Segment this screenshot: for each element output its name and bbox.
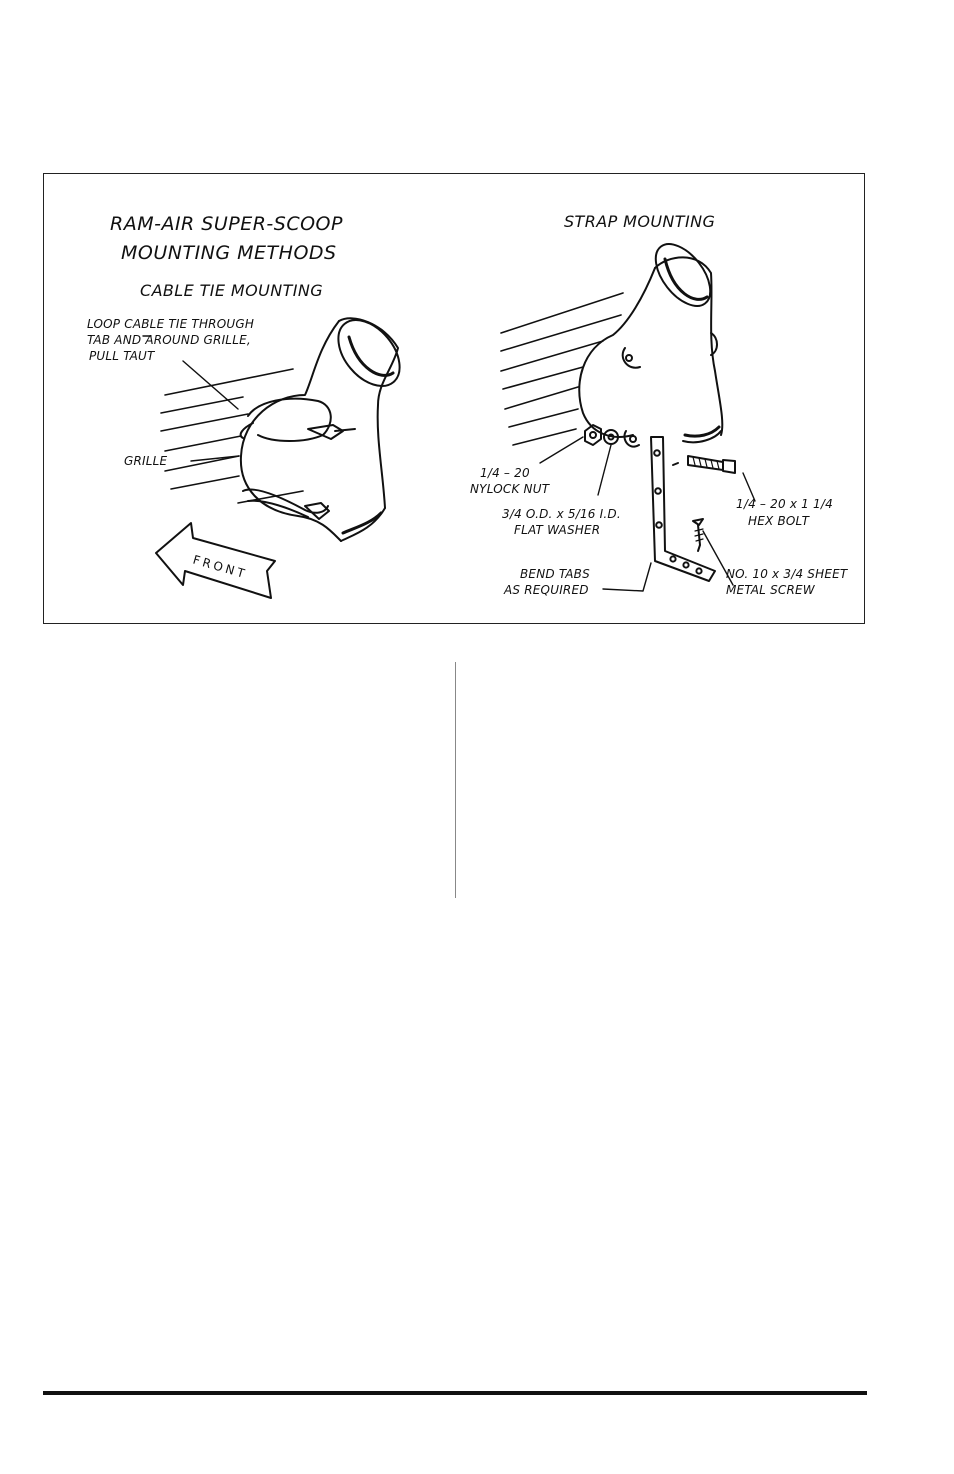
- diagram-title-line2: MOUNTING METHODS: [121, 242, 337, 264]
- nut-label-2: NYLOCK NUT: [470, 482, 550, 496]
- washer-label-1: 3/4 O.D. x 5/16 I.D.: [502, 507, 621, 521]
- screw-label-1: NO. 10 x 3/4 SHEET: [726, 567, 848, 581]
- cable-tie-instruction-2: TAB AND AROUND GRILLE,: [87, 333, 251, 347]
- scoop-body-right: [579, 234, 722, 446]
- column-divider: [455, 662, 456, 898]
- tabs-label-1: BEND TABS: [520, 567, 590, 581]
- screw-label-2: METAL SCREW: [726, 583, 815, 597]
- cable-tie-instruction-3: PULL TAUT: [89, 349, 155, 363]
- cable-tie-top: [241, 399, 355, 441]
- front-label: FRONT: [191, 552, 249, 582]
- grille-lines-left: [161, 369, 303, 503]
- bolt-label-2: HEX BOLT: [748, 514, 810, 528]
- sheet-metal-screw-part: [693, 519, 703, 551]
- strap-heading: STRAP MOUNTING: [564, 212, 716, 231]
- grille-lines-right: [501, 293, 623, 445]
- cable-tie-drawing: [143, 308, 412, 598]
- diagram-title-line1: RAM-AIR SUPER-SCOOP: [110, 213, 343, 235]
- nut-label-1: 1/4 – 20: [480, 466, 530, 480]
- cable-tie-instruction-1: LOOP CABLE TIE THROUGH: [87, 317, 255, 331]
- cable-tie-heading: CABLE TIE MOUNTING: [140, 281, 324, 300]
- mounting-illustration: [43, 173, 865, 624]
- grille-label: GRILLE: [124, 454, 168, 468]
- bolt-label-1: 1/4 – 20 x 1 1/4: [736, 497, 833, 511]
- strap-drawing: [501, 234, 755, 591]
- cable-tie-leader: [183, 361, 238, 409]
- footer-rule: [43, 1391, 867, 1395]
- hex-bolt-part: [673, 456, 735, 473]
- scoop-body-left: [241, 308, 412, 541]
- tabs-label-2: AS REQUIRED: [504, 583, 589, 597]
- washer-label-2: FLAT WASHER: [514, 523, 601, 537]
